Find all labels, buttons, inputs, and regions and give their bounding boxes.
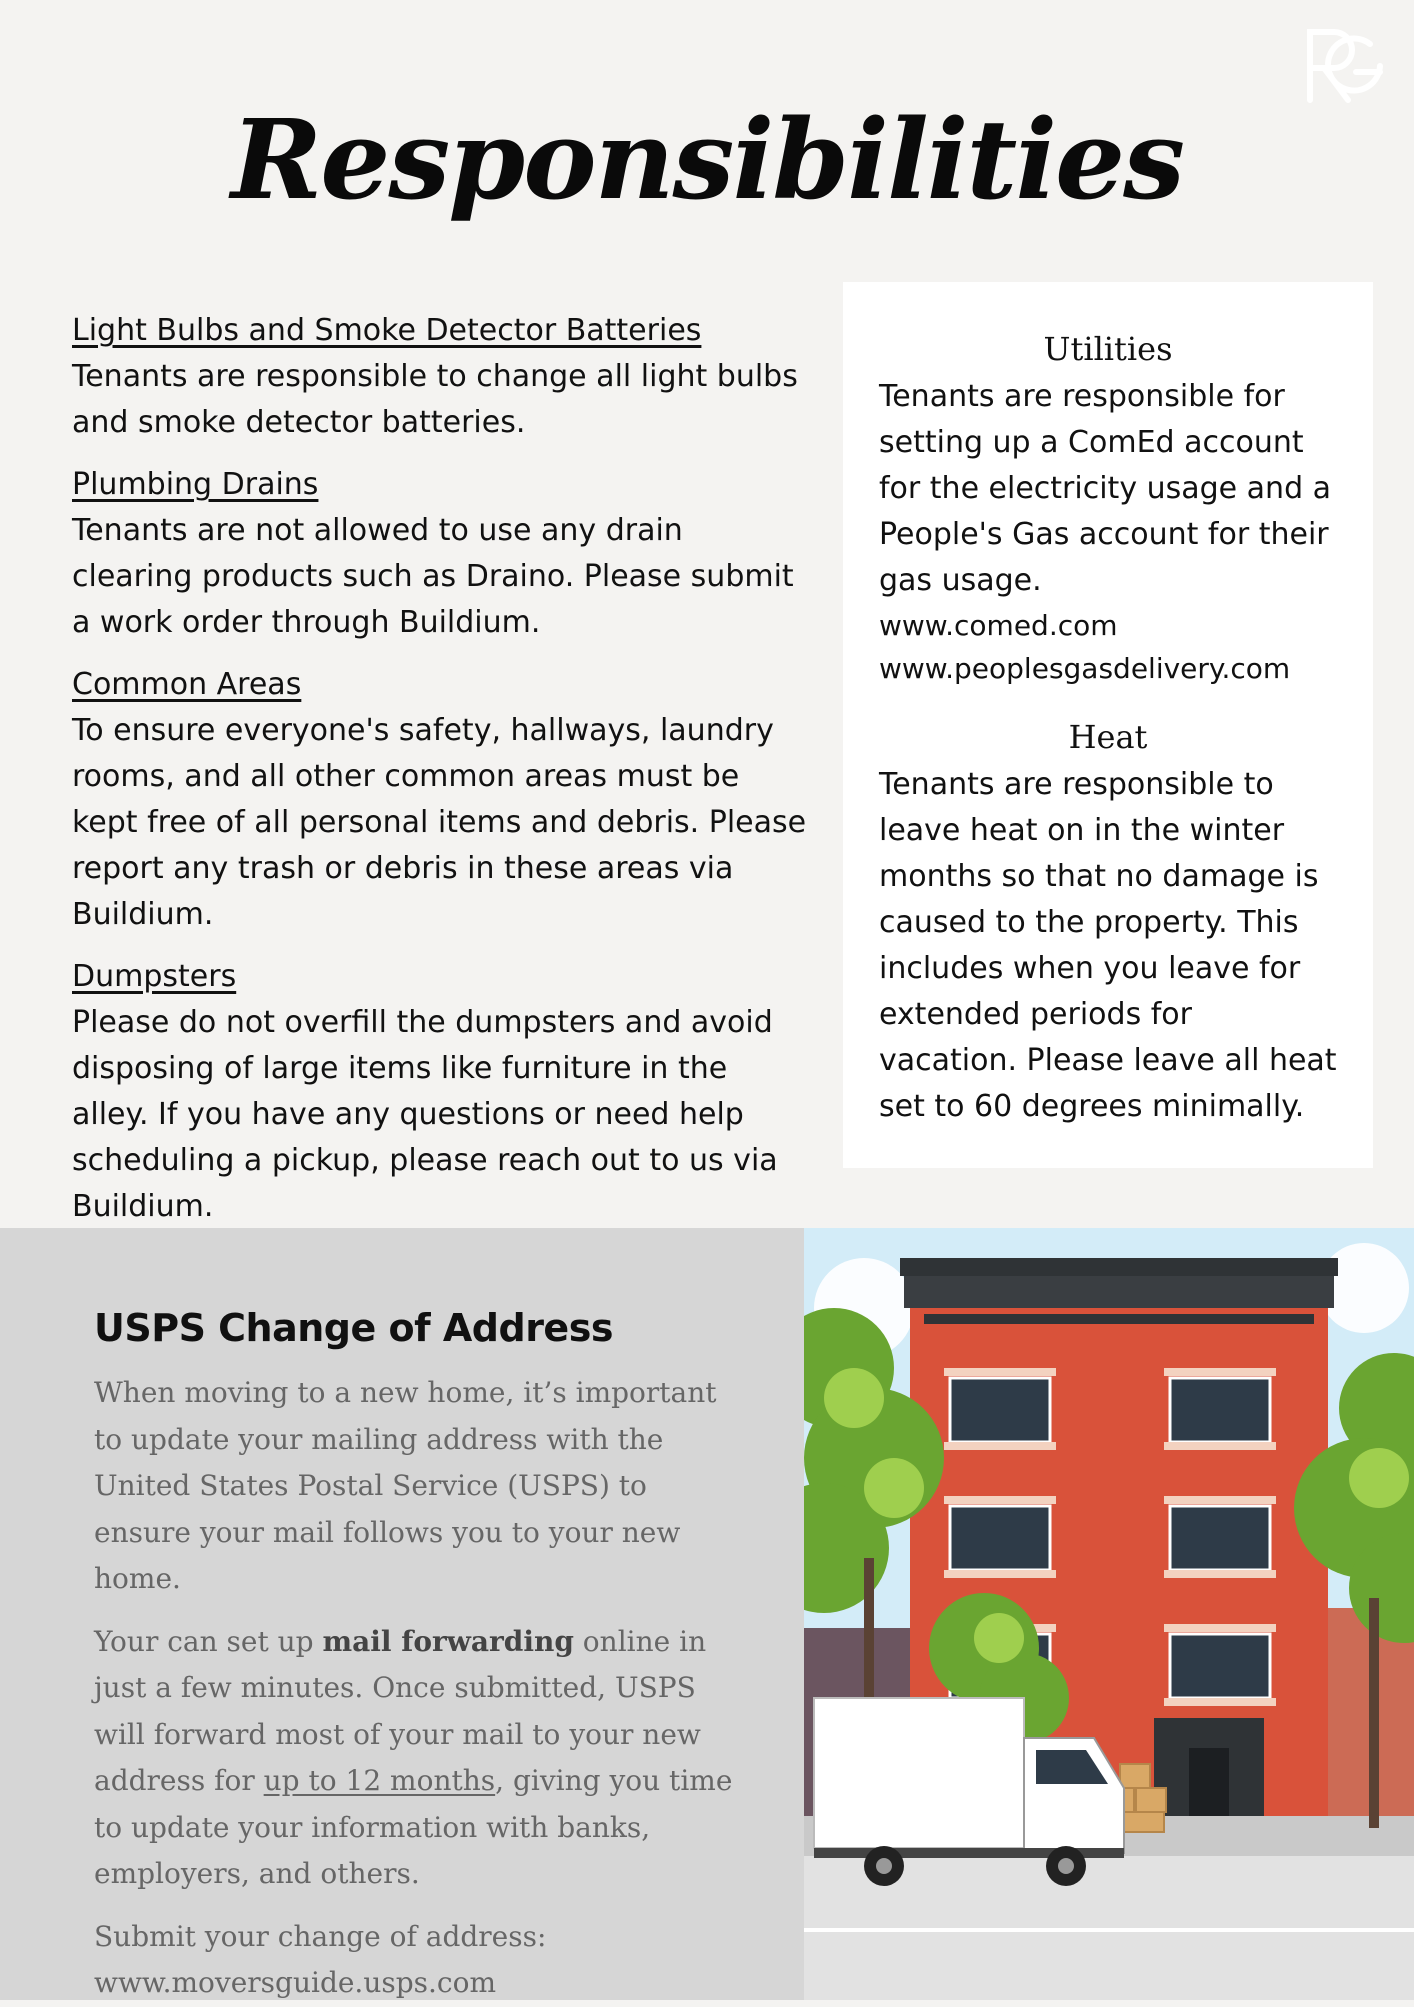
twelve-months-emphasis: up to 12 months <box>263 1764 496 1797</box>
heat-text: Tenants are responsible to leave heat on in the winter months so that no damage is caused to the property. This includes when you leave for extended periods for vacation. Please leave all heat set to 60 degrees minimally. <box>879 767 1337 1124</box>
usps-panel <box>0 1228 804 2000</box>
responsibility-light-bulbs <box>72 308 812 446</box>
responsibility-text: Tenants are responsible to change all light bulbs and smoke detector batteries. <box>72 359 798 440</box>
responsibility-heading: Light Bulbs and Smoke Detector Batteries <box>72 313 702 348</box>
responsibility-text: Please do not overfill the dumpsters and avoid disposing of large items like furniture in the alley. If you have any questions or need help scheduling a pickup, please reach out to us via Buildium. <box>72 1005 778 1224</box>
responsibility-text: To ensure everyone's safety, hallways, laundry rooms, and all other common areas must be kept free of all personal items and debris. Please report any trash or debris in these areas via Buildium. <box>72 713 807 932</box>
page-title: Responsibilities <box>230 95 1184 224</box>
responsibility-plumbing <box>72 462 812 646</box>
responsibility-text: Tenants are not allowed to use any drain clearing products such as Draino. Please submit a work order through Buildium. <box>72 513 794 640</box>
usps-paragraph-1: When moving to a new home, it’s important to update your mailing address with the United States Postal Service (USPS) to ensure your mail follows you to your new home. <box>94 1376 717 1595</box>
comed-link[interactable]: www.comed.com <box>879 609 1118 642</box>
utilities-heading: Utilities <box>1043 330 1173 368</box>
usps-link[interactable]: www.moversguide.usps.com <box>94 1966 497 1999</box>
usps-text: online in just a few minutes. Once submitted, USPS will forward most of your mail to your new address for <box>94 1624 707 1797</box>
responsibility-heading: Dumpsters <box>72 959 237 994</box>
usps-title: USPS Change of Address <box>94 1306 613 1350</box>
mail-forwarding-emphasis: mail forwarding <box>322 1624 574 1658</box>
peoples-gas-link[interactable]: www.peoplesgasdelivery.com <box>879 652 1291 685</box>
usps-submit-label: Submit your change of address: <box>94 1919 547 1953</box>
building-illustration <box>804 1228 1414 2000</box>
heat-heading: Heat <box>1068 718 1148 756</box>
responsibility-heading: Plumbing Drains <box>72 467 319 502</box>
usps-body <box>94 1370 744 2007</box>
responsibilities-list <box>72 308 812 1246</box>
usps-submit <box>94 1914 744 2007</box>
usps-text: Your can set up <box>94 1624 323 1658</box>
utilities-heat-box <box>843 282 1373 1168</box>
responsibility-heading: Common Areas <box>72 667 302 702</box>
responsibility-dumpsters <box>72 954 812 1230</box>
utilities-text: Tenants are responsible for setting up a ComEd account for the electricity usage and a People's Gas account for their gas usage. <box>879 379 1332 598</box>
usps-text: , giving you time to update your information with banks, employers, and others. <box>94 1764 733 1890</box>
responsibility-common-areas <box>72 662 812 938</box>
usps-paragraph-2 <box>94 1619 744 1898</box>
